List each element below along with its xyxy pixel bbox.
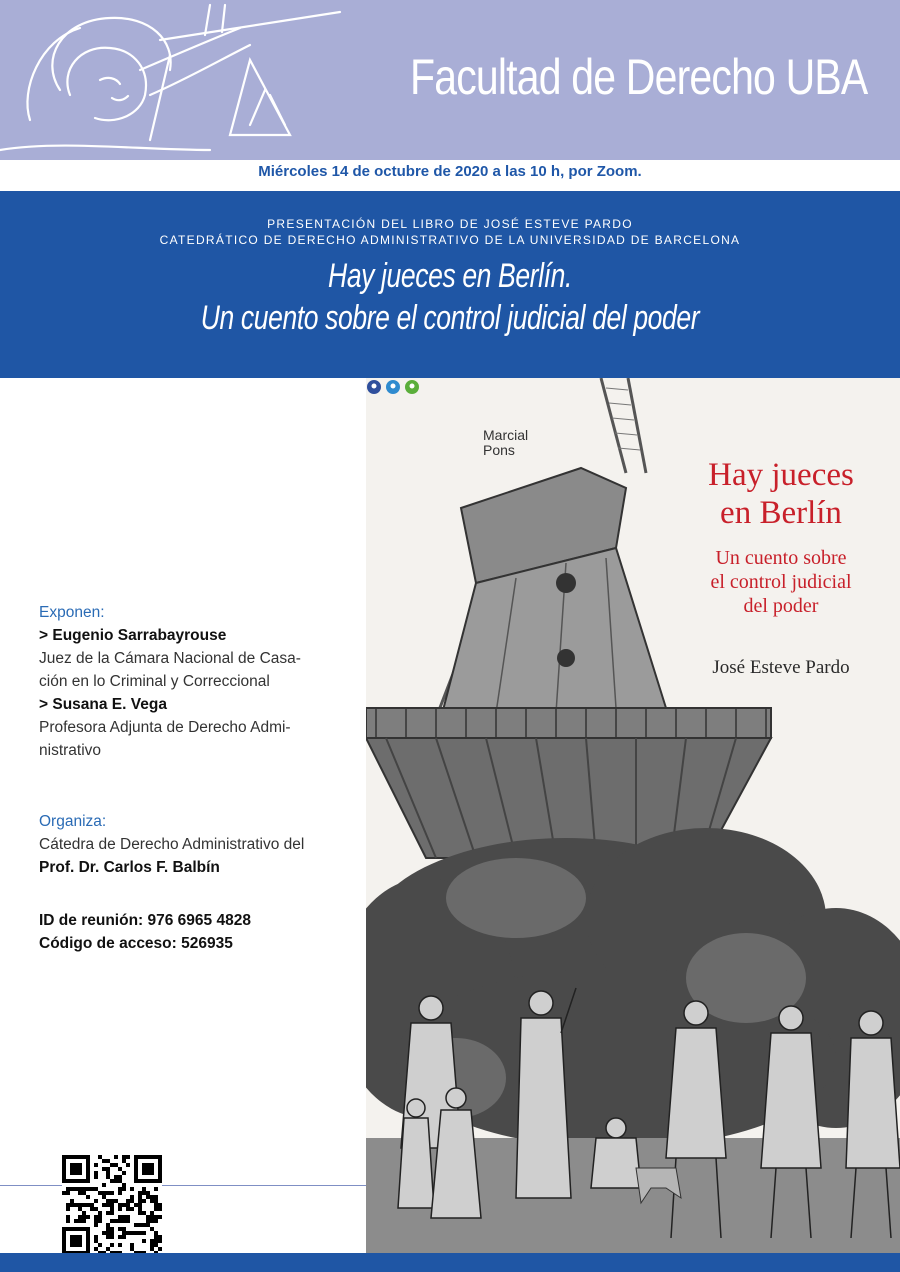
qr-code[interactable] xyxy=(62,1155,162,1255)
speaker-role-line: ción en lo Criminal y Correccional xyxy=(39,673,270,690)
cover-title-line-1: Hay jueces xyxy=(708,457,854,493)
marcial-pons-logo-icon xyxy=(366,378,426,396)
publisher-name-line-1: Marcial xyxy=(483,427,529,443)
organizer-line: Cátedra de Derecho Administrativo del xyxy=(39,836,305,853)
book-title-line-2: Un cuento sobre el control judicial del poder xyxy=(200,299,700,337)
speaker-role-line: Juez de la Cámara Nacional de Casa- xyxy=(39,650,301,667)
publisher-name-line-2: Pons xyxy=(483,442,515,458)
cover-subtitle xyxy=(666,546,896,618)
cover-subtitle-line-1: Un cuento sobre xyxy=(715,547,847,569)
book-title-line-1: Hay jueces en Berlín. xyxy=(328,257,572,295)
book-cover-image xyxy=(366,378,900,1253)
presentation-line-1: PRESENTACIÓN DEL LIBRO DE JOSÉ ESTEVE PARDO xyxy=(267,217,633,231)
meeting-access-code[interactable]: Código de acceso: 526935 xyxy=(39,935,233,952)
cover-subtitle-line-3: del poder xyxy=(743,595,819,617)
speaker-name: > Susana E. Vega xyxy=(39,696,167,713)
faculty-title: Facultad de Derecho UBA xyxy=(410,49,868,105)
footer-band xyxy=(0,1253,900,1272)
organizer-label: Organiza: xyxy=(39,813,107,830)
cover-author: José Esteve Pardo xyxy=(712,657,850,678)
meeting-id[interactable]: ID de reunión: 976 6965 4828 xyxy=(39,912,251,929)
cover-subtitle-line-2: el control judicial xyxy=(710,571,852,593)
cover-title xyxy=(656,456,900,532)
event-date-line: Miércoles 14 de octubre de 2020 a las 10 h, por Zoom. xyxy=(258,163,642,180)
presentation-band xyxy=(0,191,900,378)
presentation-line-2: CATEDRÁTICO DE DERECHO ADMINISTRATIVO DE LA UNIVERSIDAD DE BARCELONA xyxy=(159,233,741,247)
organizer-section xyxy=(39,810,304,879)
divider-line xyxy=(0,1185,366,1186)
speakers-section xyxy=(39,601,301,762)
organizer-professor: Prof. Dr. Carlos F. Balbín xyxy=(39,859,220,876)
speaker-name: > Eugenio Sarrabayrouse xyxy=(39,627,227,644)
meeting-section xyxy=(39,909,251,955)
speakers-label: Exponen: xyxy=(39,604,105,621)
justice-figure-illustration xyxy=(0,0,360,160)
cover-title-line-2: en Berlín xyxy=(720,495,842,531)
speaker-role-line: nistrativo xyxy=(39,742,102,759)
speaker-role-line: Profesora Adjunta de Derecho Admi- xyxy=(39,719,291,736)
header-band xyxy=(0,0,900,160)
publisher-name xyxy=(483,428,528,458)
